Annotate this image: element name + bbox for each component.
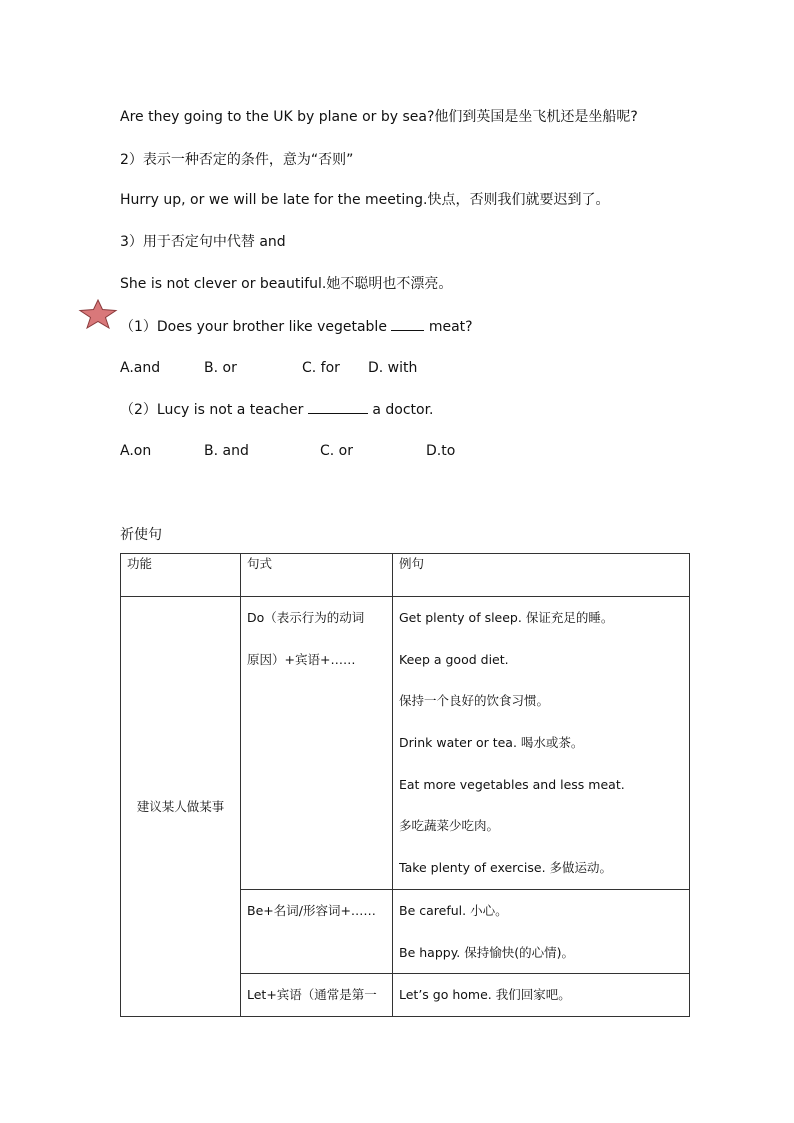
pattern-cell [241, 974, 393, 1017]
example-line: 多吃蔬菜少吃肉。 [399, 818, 500, 834]
example-line: Take plenty of exercise. 多做运动。 [399, 860, 613, 876]
question-1-suffix: meat? [428, 319, 473, 335]
example-line: Be happy. 保持愉快(的心情)。 [399, 944, 575, 960]
question-1 [120, 316, 473, 337]
text-line: 2）表示一种否定的条件，意为“否则” [120, 152, 354, 168]
text-line: Are they going to the UK by plane or by sea?他们到英国是坐飞机还是坐船呢? [120, 109, 638, 125]
example-line: Be careful. 小心。 [399, 902, 508, 918]
text-line: She is not clever or beautiful.她不聪明也不漂亮。 [120, 276, 453, 292]
table-header-cell: 例句 [393, 554, 690, 597]
question-2 [120, 399, 434, 420]
question-2-suffix: a doctor. [372, 402, 434, 418]
example-line: Drink water or tea. 喝水或茶。 [399, 735, 584, 751]
pattern-line: Be+名词/形容词+…… [247, 902, 376, 918]
question-2-text: （2）Lucy is not a teacher [120, 402, 304, 418]
option-b: B. or [204, 360, 237, 376]
pattern-cell [241, 889, 393, 973]
example-cell [393, 889, 690, 973]
option-c: C. or [320, 443, 353, 459]
answer-blank [391, 316, 424, 331]
section-title: 祈使句 [120, 527, 162, 543]
example-line: Keep a good diet. [399, 651, 509, 667]
option-d: D.to [426, 443, 456, 459]
example-cell [393, 974, 690, 1017]
pattern-line: 原因）+宾语+…… [247, 651, 356, 667]
table-row [121, 597, 690, 890]
pattern-line: Let+宾语（通常是第一 [247, 987, 377, 1003]
example-cell [393, 597, 690, 890]
text-line: 3）用于否定句中代替 and [120, 234, 286, 250]
question-1-text: （1）Does your brother like vegetable [120, 319, 387, 335]
option-b: B. and [204, 443, 249, 459]
example-line: 保持一个良好的饮食习惯。 [399, 693, 550, 709]
pattern-line: Do（表示行为的动词 [247, 610, 365, 625]
example-line: Eat more vegetables and less meat. [399, 776, 625, 792]
option-d: D. with [368, 360, 418, 376]
pattern-cell [241, 597, 393, 890]
answer-blank [308, 399, 368, 414]
example-line: Get plenty of sleep. 保证充足的睡。 [399, 610, 614, 625]
table-header-cell: 句式 [241, 554, 393, 597]
star-icon [78, 299, 118, 329]
function-cell: 建议某人做某事 [121, 597, 241, 1017]
text-line: Hurry up, or we will be late for the meeting.快点，否则我们就要迟到了。 [120, 192, 610, 208]
option-a: A.on [120, 443, 152, 459]
option-a: A.and [120, 360, 161, 376]
example-line: Let’s go home. 我们回家吧。 [399, 987, 571, 1003]
table-header-cell: 功能 [121, 554, 241, 597]
imperative-table [120, 553, 690, 1017]
table-header-row [121, 554, 690, 597]
option-c: C. for [302, 360, 340, 376]
